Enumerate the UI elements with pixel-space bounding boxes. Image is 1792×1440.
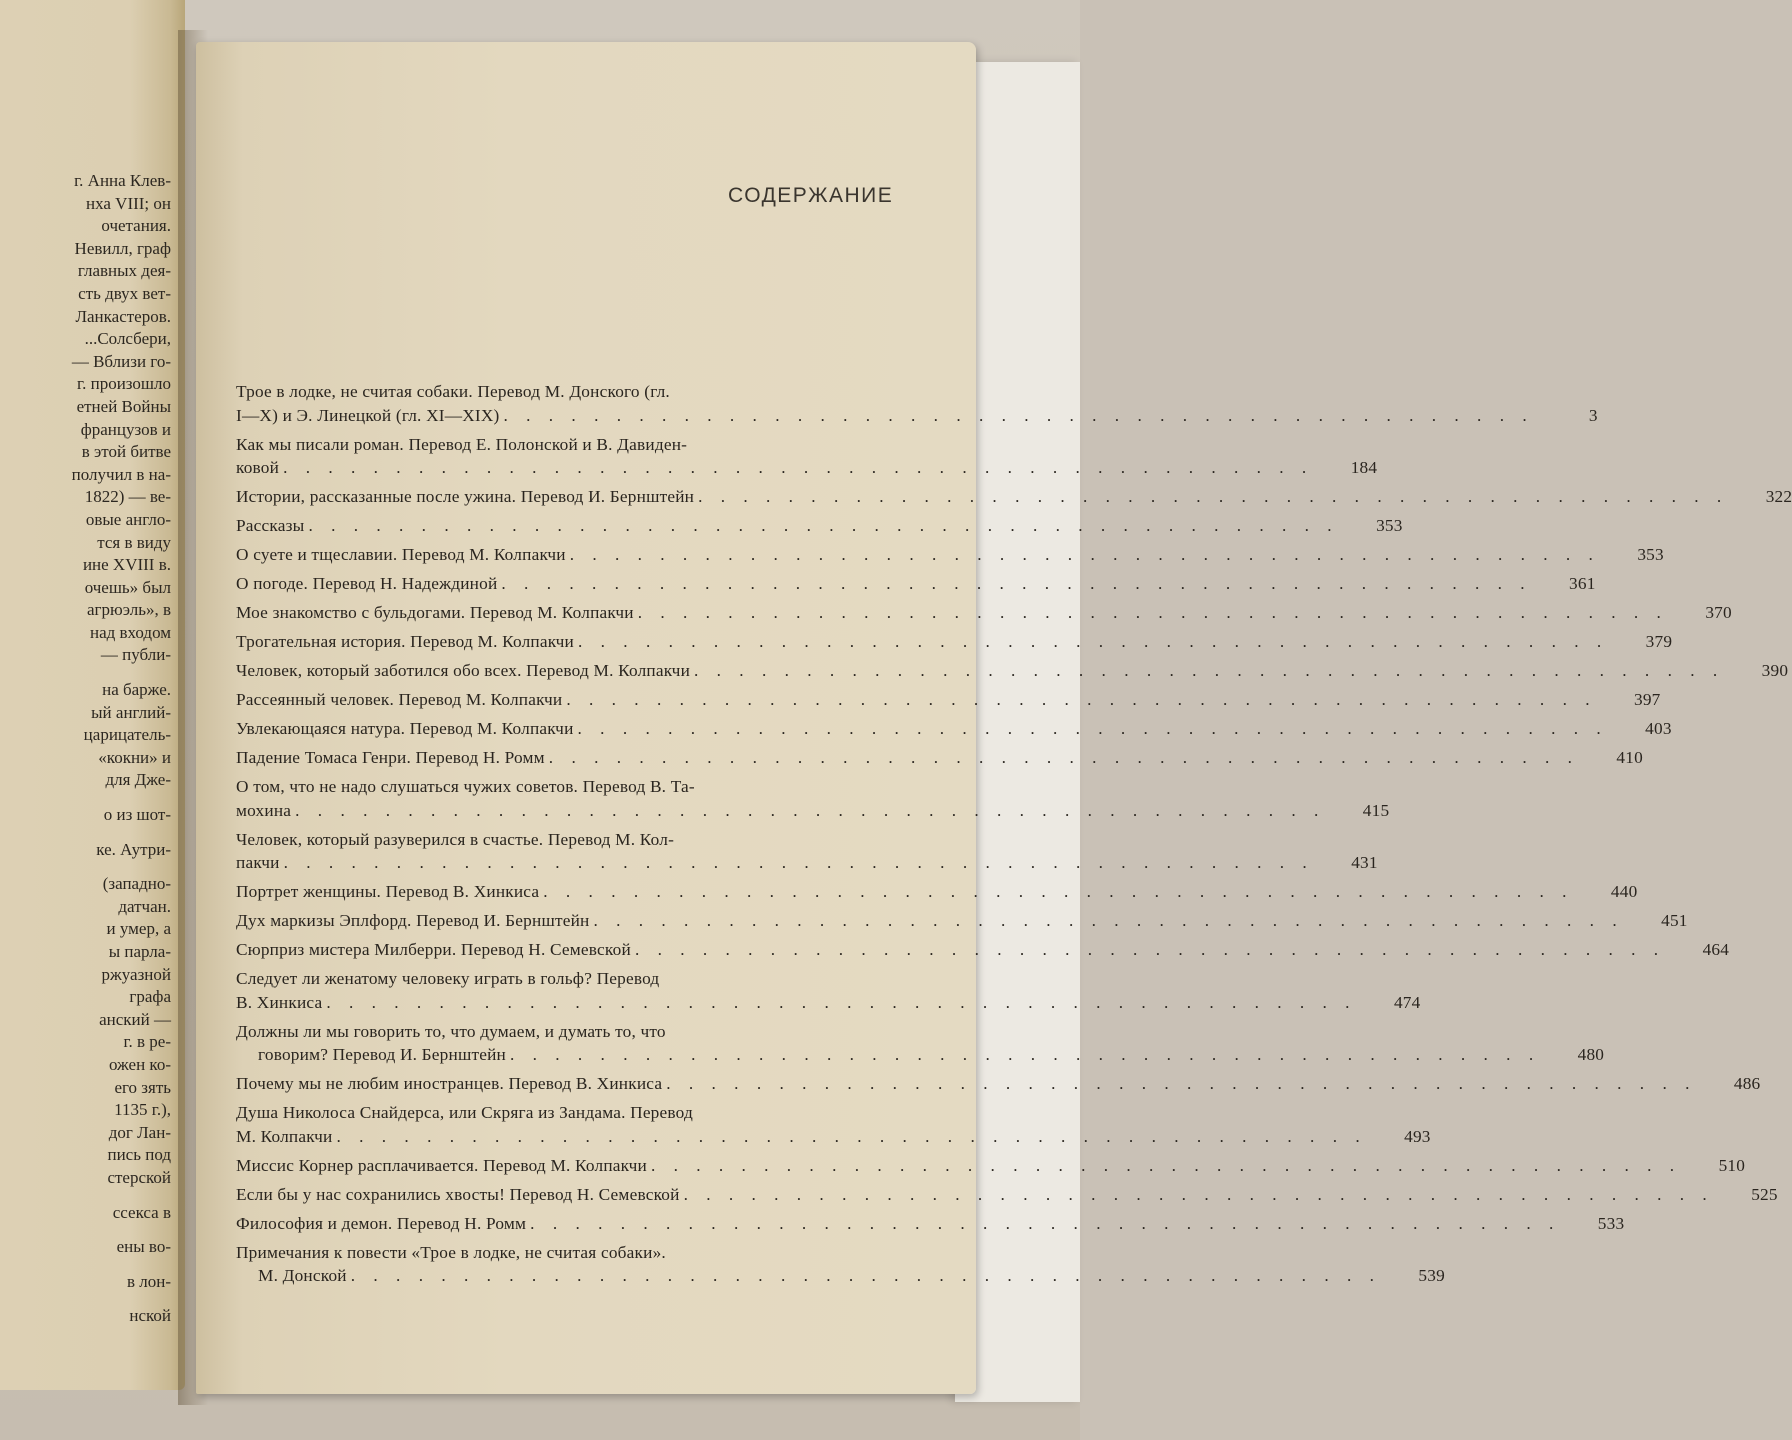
left-page-line: ржуазной xyxy=(101,964,171,984)
toc-entry-text: говорим? Перевод И. Бернштейн xyxy=(258,1045,506,1064)
toc-page-number: 415 xyxy=(1362,800,1390,820)
toc-entry-line: Трое в лодке, не считая собаки. Перевод М. Донского (гл. xyxy=(236,382,670,401)
left-page-line: датчан. xyxy=(118,896,171,916)
table-of-contents xyxy=(236,380,1792,1293)
toc-entry-line xyxy=(236,938,1730,962)
toc-page-number: 410 xyxy=(1616,748,1643,767)
toc-entry-line xyxy=(236,514,1403,538)
left-page xyxy=(0,0,185,1390)
toc-entry-text: Истории, рассказанные после ужина. Перевод И. Бернштейн xyxy=(236,487,695,506)
toc-page-number: 431 xyxy=(1351,853,1378,872)
toc-page-number: 464 xyxy=(1702,940,1730,959)
toc-entry xyxy=(236,938,1730,962)
toc-leader-dots: . . . . . . . . . . . . . . . . . . . . . . . . . . . . . . . . . . . . . . . . . . . . . . xyxy=(566,690,1597,709)
toc-entry-text: Философия и демон. Перевод Н. Ромм xyxy=(236,1213,527,1233)
toc-entry-line: Следует ли женатому человеку играть в гольф? Перевод xyxy=(236,969,660,988)
toc-page-number: 510 xyxy=(1718,1155,1746,1175)
toc-entry-text: Падение Томаса Генри. Перевод Н. Ромм xyxy=(236,748,545,767)
toc-entry xyxy=(236,880,1638,904)
toc-entry-text: мохина xyxy=(236,800,292,820)
left-page-line: его зять xyxy=(114,1077,171,1097)
left-page-line: ый англий- xyxy=(91,702,171,722)
left-page-line: ссекса в xyxy=(112,1202,171,1222)
left-page-line: очешь» был xyxy=(84,577,171,597)
toc-entry-text: Трогательная история. Перевод М. Колпакчи xyxy=(236,632,575,651)
toc-page-number: 533 xyxy=(1597,1213,1625,1233)
toc-leader-dots: . . . . . . . . . . . . . . . . . . . . . . . . . . . . . . . . . . . . . . . . . . . . . . xyxy=(509,1045,1541,1064)
left-page-line: ены во- xyxy=(116,1237,171,1257)
left-page-line: анский — xyxy=(99,1009,171,1029)
toc-entry xyxy=(236,380,1598,427)
toc-entry-text: пакчи xyxy=(236,853,280,872)
toc-entry-line xyxy=(236,1264,1445,1288)
toc-entry-text: М. Донской xyxy=(258,1266,347,1285)
toc-page-number: 322 xyxy=(1765,487,1792,506)
left-page-line: на барже. xyxy=(102,680,171,700)
left-page-line: ине XVIII в. xyxy=(82,555,171,575)
toc-entry xyxy=(236,967,1421,1014)
toc-entry-text: Почему мы не любим иностранцев. Перевод В. Хинкиса xyxy=(236,1074,663,1093)
toc-entry xyxy=(236,1241,1445,1288)
toc-page-number: 451 xyxy=(1661,911,1688,930)
toc-leader-dots: . . . . . . . . . . . . . . . . . . . . . . . . . . . . . . . . . . . . . . . . . . . . . . xyxy=(501,574,1532,593)
toc-entry-text: М. Колпакчи xyxy=(236,1126,333,1146)
toc-entry xyxy=(236,746,1643,770)
toc-page-number: 353 xyxy=(1637,545,1664,564)
left-page-line: «кокни» и xyxy=(98,747,171,767)
toc-leader-dots: . . . . . . . . . . . . . . . . . . . . . . . . . . . . . . . . . . . . . . . . . . . . . . xyxy=(698,487,1729,506)
toc-leader-dots: . . . . . . . . . . . . . . . . . . . . . . . . . . . . . . . . . . . . . . . . . . . . . . xyxy=(308,516,1339,535)
left-page-line: овые англо- xyxy=(85,509,171,529)
left-page-gap xyxy=(0,1293,171,1305)
toc-entry-line xyxy=(236,717,1672,741)
toc-page-number: 3 xyxy=(1588,405,1598,425)
page-title: СОДЕРЖАНИЕ xyxy=(728,184,894,207)
left-page-line: ожен ко- xyxy=(108,1054,171,1074)
toc-leader-dots: . . . . . . . . . . . . . . . . . . . . . . . . . . . . . . . . . . . . . . . . . . . . . . xyxy=(283,458,1314,477)
left-page-gap xyxy=(0,827,171,839)
left-page-line: 1822) — ве- xyxy=(84,487,171,507)
toc-leader-dots: . . . . . . . . . . . . . . . . . . . . . . . . . . . . . . . . . . . . . . . . . . . . . . xyxy=(543,882,1574,901)
toc-entry-line xyxy=(236,909,1688,933)
toc-entry-line xyxy=(236,456,1378,480)
left-page-line: — Вблизи го- xyxy=(71,351,171,371)
toc-leader-dots: . . . . . . . . . . . . . . . . . . . . . . . . . . . . . . . . . . . . . . . . . . . . . . xyxy=(577,719,1608,738)
left-page-line: ы парла- xyxy=(108,942,171,961)
toc-entry-line xyxy=(236,880,1638,904)
toc-page-number: 403 xyxy=(1645,719,1672,738)
toc-entry-text: Рассеянный человек. Перевод М. Колпакчи xyxy=(236,690,563,709)
left-page-gap xyxy=(0,1190,171,1202)
toc-leader-dots: . . . . . . . . . . . . . . . . . . . . . . . . . . . . . . . . . . . . . . . . . . . . . . xyxy=(637,603,1668,622)
toc-entry xyxy=(236,630,1673,654)
toc-page-number: 390 xyxy=(1761,661,1789,680)
toc-entry-line xyxy=(236,746,1643,770)
toc-leader-dots: . . . . . . . . . . . . . . . . . . . . . . . . . . . . . . . . . . . . . . . . . . . . . . xyxy=(666,1074,1697,1093)
toc-page-number: 480 xyxy=(1577,1045,1605,1064)
toc-entry-text: О суете и тщеславии. Перевод М. Колпакчи xyxy=(236,545,566,564)
toc-leader-dots: . . . . . . . . . . . . . . . . . . . . . . . . . . . . . . . . . . . . . . . . . . . . . . xyxy=(593,911,1624,930)
toc-leader-dots: . . . . . . . . . . . . . . . . . . . . . . . . . . . . . . . . . . . . . . . . . . . . . . xyxy=(283,853,1314,872)
toc-leader-dots: . . . . . . . . . . . . . . . . . . . . . . . . . . . . . . . . . . . . . . . . . . . . . . xyxy=(295,800,1326,820)
toc-entry-line: Должны ли мы говорить то, что думаем, и думать то, что xyxy=(236,1021,666,1041)
toc-page-number: 474 xyxy=(1393,992,1421,1012)
toc-entry-line: Как мы писали роман. Перевод Е. Полонской и В. Давиден- xyxy=(236,434,688,454)
toc-page-number: 493 xyxy=(1404,1126,1431,1146)
toc-page-number: 525 xyxy=(1751,1184,1778,1204)
toc-entry-text: Миссис Корнер расплачивается. Перевод М. Колпакчи xyxy=(236,1155,647,1175)
left-page-line: дог Лан- xyxy=(108,1122,171,1142)
left-page-line: и умер, а xyxy=(106,919,171,939)
toc-entry-line: Человек, который разуверился в счастье. Перевод М. Кол- xyxy=(236,829,675,849)
toc-entry xyxy=(236,909,1688,933)
toc-entry-text: Сюрприз мистера Милберри. Перевод Н. Семевской xyxy=(236,940,631,959)
left-page-line: в лон- xyxy=(126,1271,171,1291)
toc-entry xyxy=(236,514,1403,538)
toc-entry-line xyxy=(236,1043,1605,1067)
toc-entry xyxy=(236,543,1664,567)
toc-entry xyxy=(236,1154,1746,1178)
toc-leader-dots: . . . . . . . . . . . . . . . . . . . . . . . . . . . . . . . . . . . . . . . . . . . . . . xyxy=(694,661,1725,680)
toc-entry-line xyxy=(236,799,1390,823)
toc-entry xyxy=(236,828,1378,875)
left-page-line: г. Анна Клев- xyxy=(74,171,171,190)
toc-entry xyxy=(236,1183,1778,1207)
toc-entry-text: Портрет женщины. Перевод В. Хинкиса xyxy=(236,882,540,901)
left-page-gap xyxy=(0,1224,171,1236)
left-page-line: агрюэль», в xyxy=(87,600,171,620)
toc-leader-dots: . . . . . . . . . . . . . . . . . . . . . . . . . . . . . . . . . . . . . . . . . . . . . . xyxy=(634,940,1666,959)
toc-page-number: 361 xyxy=(1569,574,1596,593)
left-page-line: сть двух вет- xyxy=(78,283,171,303)
toc-entry xyxy=(236,433,1378,480)
toc-leader-dots: . . . . . . . . . . . . . . . . . . . . . . . . . . . . . . . . . . . . . . . . . . . . . . xyxy=(569,545,1600,564)
toc-leader-dots: . . . . . . . . . . . . . . . . . . . . . . . . . . . . . . . . . . . . . . . . . . . . . . xyxy=(326,992,1357,1012)
toc-leader-dots: . . . . . . . . . . . . . . . . . . . . . . . . . . . . . . . . . . . . . . . . . . . . . . xyxy=(350,1266,1381,1285)
toc-entry-line xyxy=(236,1125,1431,1149)
toc-entry-text: Если бы у нас сохранились хвосты! Перевод Н. Семевской xyxy=(236,1184,680,1204)
left-page-line: ...Солсбери, xyxy=(84,329,171,349)
toc-entry-line xyxy=(236,688,1661,712)
left-page-line: получил в на- xyxy=(71,464,171,484)
toc-page-number: 370 xyxy=(1705,603,1732,622)
toc-page-number: 440 xyxy=(1610,882,1638,901)
toc-entry-line xyxy=(236,404,1598,428)
left-page-line: тся в виду xyxy=(97,532,171,552)
toc-entry-line xyxy=(236,991,1421,1015)
toc-entry xyxy=(236,601,1732,625)
toc-entry xyxy=(236,659,1789,683)
left-page-line: нской xyxy=(129,1306,171,1326)
left-page-line: царицатель- xyxy=(83,725,171,745)
left-page-line: г. произошло xyxy=(77,374,171,394)
left-page-line: Ланкастеров. xyxy=(75,306,171,326)
left-page-line: Невилл, граф xyxy=(74,238,171,258)
left-page-line: стерской xyxy=(107,1167,171,1187)
toc-entry-line xyxy=(236,659,1789,683)
toc-entry-line xyxy=(236,572,1596,596)
toc-leader-dots: . . . . . . . . . . . . . . . . . . . . . . . . . . . . . . . . . . . . . . . . . . . . . . xyxy=(336,1126,1367,1146)
left-page-line: г. в ре- xyxy=(123,1032,171,1052)
toc-leader-dots: . . . . . . . . . . . . . . . . . . . . . . . . . . . . . . . . . . . . . . . . . . . . . . xyxy=(530,1213,1561,1233)
toc-entry-text: Рассказы xyxy=(236,516,305,535)
toc-entry-line: Душа Николоса Снайдерса, или Скряга из Зандама. Перевод xyxy=(236,1103,693,1122)
toc-leader-dots: . . . . . . . . . . . . . . . . . . . . . . . . . . . . . . . . . . . . . . . . . . . . . . xyxy=(650,1155,1682,1175)
toc-page-number: 539 xyxy=(1418,1266,1445,1285)
left-page-line: нха VIII; он xyxy=(86,193,171,213)
toc-entry xyxy=(236,775,1390,822)
toc-entry xyxy=(236,688,1661,712)
toc-entry xyxy=(236,1101,1431,1148)
toc-entry-text: Дух маркизы Эплфорд. Перевод И. Бернштейн xyxy=(236,911,590,930)
left-page-text xyxy=(0,170,171,1328)
toc-entry xyxy=(236,572,1596,596)
toc-page-number: 486 xyxy=(1733,1074,1761,1093)
toc-entry-line xyxy=(236,1072,1761,1096)
toc-leader-dots: . . . . . . . . . . . . . . . . . . . . . . . . . . . . . . . . . . . . . . . . . . . . . . xyxy=(683,1184,1714,1204)
toc-entry-line xyxy=(236,485,1792,509)
left-page-line: (западно- xyxy=(102,874,171,894)
toc-page-number: 353 xyxy=(1376,516,1403,535)
toc-entry-line xyxy=(236,1154,1746,1178)
toc-entry-text: В. Хинкиса xyxy=(236,992,323,1012)
left-page-line: — публи- xyxy=(100,645,171,665)
left-page-line: очетания. xyxy=(101,216,171,236)
toc-entry-text: ковой xyxy=(236,458,280,477)
left-page-line: для Дже- xyxy=(105,770,171,790)
left-page-line: графа xyxy=(129,987,171,1007)
left-page-line: 1135 г.), xyxy=(114,1100,171,1120)
left-page-gap xyxy=(0,667,171,679)
toc-entry-text: Мое знакомство с бульдогами. Перевод М. Колпакчи xyxy=(236,603,634,622)
toc-entry xyxy=(236,1212,1625,1236)
toc-entry-text: О погоде. Перевод Н. Надеждиной xyxy=(236,574,498,593)
left-page-line: в этой битве xyxy=(81,442,171,462)
toc-entry xyxy=(236,485,1792,509)
toc-entry-line xyxy=(236,601,1732,625)
left-page-gap xyxy=(0,1259,171,1271)
toc-entry-text: Увлекающаяся натура. Перевод М. Колпакчи xyxy=(236,719,574,738)
toc-entry-line xyxy=(236,543,1664,567)
left-page-gap xyxy=(0,861,171,873)
left-page-line: о из шот- xyxy=(103,805,171,825)
toc-entry-line xyxy=(236,1212,1625,1236)
toc-entry-text: Человек, который заботился обо всех. Перевод М. Колпакчи xyxy=(236,661,691,680)
toc-leader-dots: . . . . . . . . . . . . . . . . . . . . . . . . . . . . . . . . . . . . . . . . . . . . . . xyxy=(578,632,1609,651)
toc-entry-line xyxy=(236,630,1673,654)
toc-entry xyxy=(236,1020,1605,1067)
toc-leader-dots: . . . . . . . . . . . . . . . . . . . . . . . . . . . . . . . . . . . . . . . . . . . . . . xyxy=(548,748,1579,767)
toc-entry-line xyxy=(236,851,1378,875)
left-page-line: французов и xyxy=(80,419,171,439)
toc-page-number: 184 xyxy=(1350,458,1378,477)
left-page-gap xyxy=(0,792,171,804)
left-page-line: етней Войны xyxy=(76,396,171,416)
toc-entry-line: О том, что не надо слушаться чужих советов. Перевод В. Та- xyxy=(236,777,695,796)
toc-entry-text: I—X) и Э. Линецкой (гл. XI—XIX) xyxy=(236,405,500,425)
toc-leader-dots: . . . . . . . . . . . . . . . . . . . . . . . . . . . . . . . . . . . . . . . . . . . . . . xyxy=(503,405,1534,425)
toc-entry xyxy=(236,1072,1761,1096)
toc-entry-line xyxy=(236,1183,1778,1207)
left-page-line: ке. Аутри- xyxy=(96,839,171,859)
left-page-line: над входом xyxy=(89,622,171,642)
left-page-line: главных дея- xyxy=(77,261,171,281)
toc-entry-line: Примечания к повести «Трое в лодке, не считая собаки». xyxy=(236,1242,666,1262)
toc-page-number: 397 xyxy=(1634,690,1661,709)
left-page-line: пись под xyxy=(107,1145,171,1165)
toc-page-number: 379 xyxy=(1645,632,1673,651)
toc-entry xyxy=(236,717,1672,741)
